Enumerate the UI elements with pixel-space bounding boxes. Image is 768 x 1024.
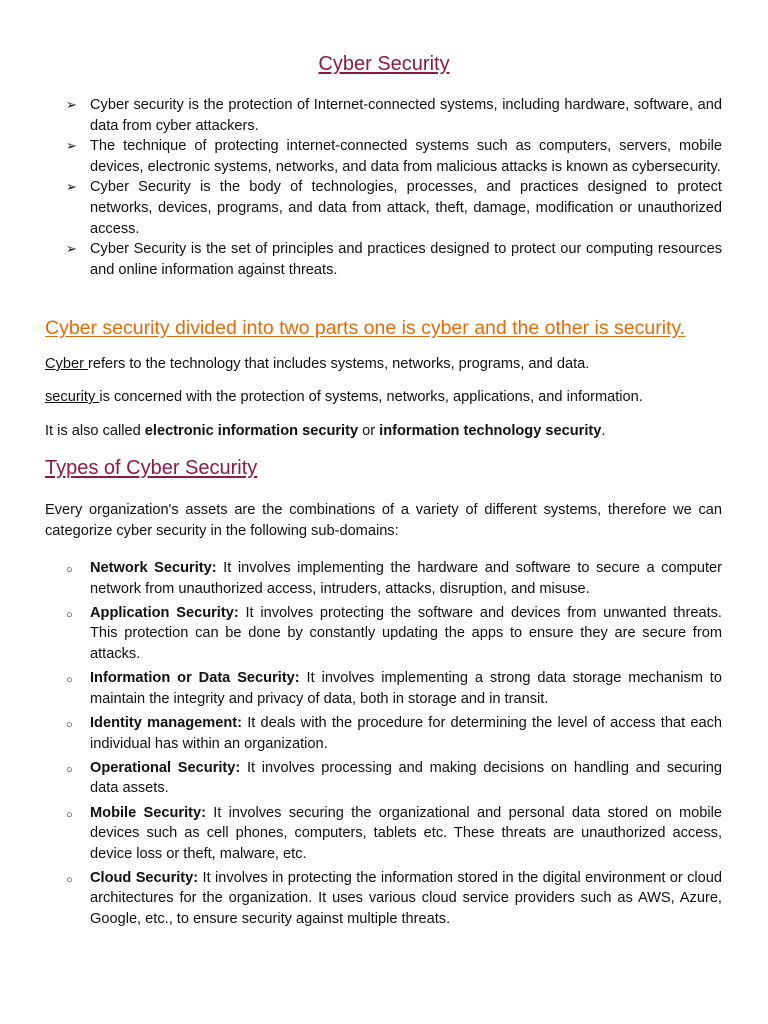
circle-bullet-icon: ○ xyxy=(66,718,73,731)
list-item: ○ Information or Data Security: It involves implementing a strong data storage mechanism to maintain the integrity and privacy of data, both in storage and in transit. xyxy=(66,670,722,707)
circle-bullet-icon: ○ xyxy=(66,763,73,776)
circle-bullet-icon: ○ xyxy=(66,674,73,687)
circle-bullet-icon: ○ xyxy=(66,808,73,821)
page-title: Cyber Security xyxy=(318,53,450,75)
term-information-technology-security: information technology security xyxy=(379,423,602,439)
types-list xyxy=(45,558,722,933)
list-item: ○ Application Security: It involves protecting the software and devices from unwanted threats. This protection can be done by constantly updating the apps to ensure they are secure from attacks. xyxy=(66,604,722,662)
security-term: security xyxy=(45,389,100,405)
cyber-paragraph: Cyber refers to the technology that includes systems, networks, programs, and data. xyxy=(45,356,590,372)
arrow-bullet-icon: ➢ xyxy=(66,97,77,112)
types-heading: Types of Cyber Security xyxy=(45,457,258,479)
types-intro: Every organization's assets are the combinations of a variety of different systems, therefore we can categorize cyber security in the following sub-domains: xyxy=(45,502,722,539)
cyber-term: Cyber xyxy=(45,356,88,372)
list-item: ➢ Cyber security is the protection of Internet-connected systems, including hardware, software, and data from cyber attackers. xyxy=(66,97,722,134)
circle-bullet-icon: ○ xyxy=(66,608,73,621)
definition-list xyxy=(45,95,722,280)
list-item: ➢ Cyber Security is the set of principles and practices designed to protect our computing resources and online information against threats. xyxy=(66,241,722,278)
list-item: ○ Cloud Security: It involves in protecting the information stored in the digital environment or cloud architectures for the organization. It uses various cloud service providers such as AWS, Azure, Google, etc., to ensure security against multiple threats. xyxy=(66,869,723,928)
list-item: ○ Identity management: It deals with the procedure for determining the level of access that each individual has within an organization. xyxy=(66,714,723,752)
security-paragraph: security is concerned with the protection of systems, networks, applications, and information. xyxy=(45,389,643,405)
arrow-bullet-icon: ➢ xyxy=(66,179,77,195)
arrow-bullet-icon: ➢ xyxy=(66,241,77,257)
list-item: ➢ Cyber Security is the body of technologies, processes, and practices designed to protect networks, devices, programs, and data from attack, theft, damage, modification or unauthorized access. xyxy=(66,179,722,237)
also-called-paragraph: It is also called electronic information security or information technology security. xyxy=(45,423,606,439)
list-item: ➢ The technique of protecting internet-connected systems such as computers, servers, mobile devices, electronic systems, networks, and data from malicious attacks is known as cybersecurity. xyxy=(66,138,722,175)
circle-bullet-icon: ○ xyxy=(66,564,73,576)
term-electronic-information-security: electronic information security xyxy=(144,423,359,439)
arrow-bullet-icon: ➢ xyxy=(66,138,77,154)
circle-bullet-icon: ○ xyxy=(66,873,73,886)
list-item: ○ Mobile Security: It involves securing the organizational and personal data stored on mobile devices such as cell phones, computers, tablets etc. These threats are unauthorized access, device loss or theft, malware, etc. xyxy=(66,804,722,862)
list-item: ○ Network Security: It involves implementing the hardware and software to secure a computer network from unauthorized access, intruders, attacks, disruption, and misuse. xyxy=(66,560,722,597)
list-item: ○ Operational Security: It involves processing and making decisions on handling and securing data assets. xyxy=(66,759,722,797)
divided-heading: Cyber security divided into two parts one is cyber and the other is security. xyxy=(45,317,686,339)
